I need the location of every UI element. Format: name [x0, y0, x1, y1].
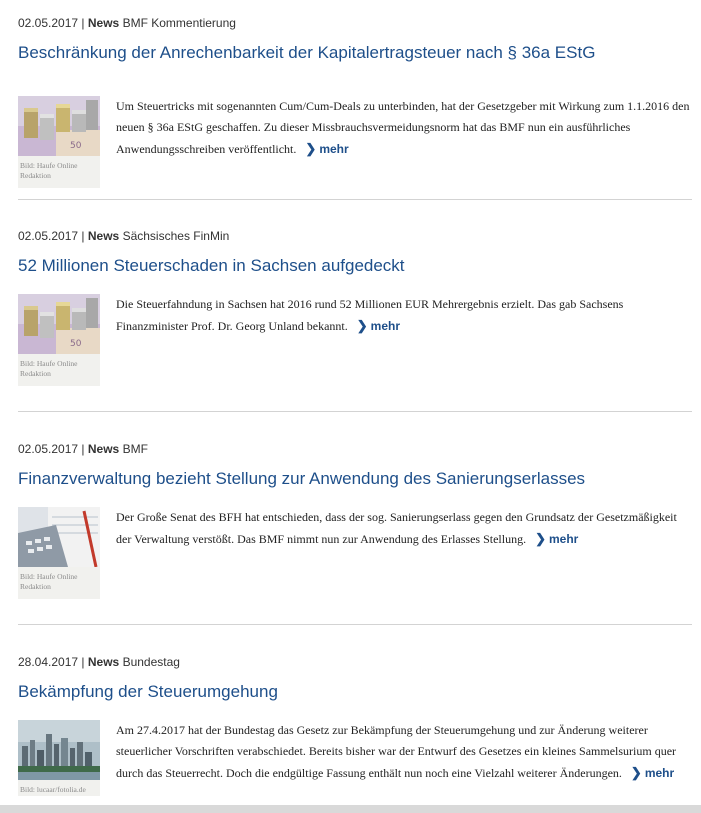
more-label: mehr [644, 766, 675, 780]
news-title-link[interactable]: 52 Millionen Steuerschaden in Sachsen aufgedeckt [18, 256, 405, 275]
divider [18, 411, 692, 412]
image-credit: Bild: Haufe Online Redaktion [20, 359, 78, 378]
more-link[interactable] [305, 142, 348, 156]
svg-text:50: 50 [70, 339, 82, 349]
news-title-link[interactable]: Beschränkung der Anrechenbarkeit der Kapitalertragsteuer nach § 36a EStG [18, 43, 596, 62]
coins-banknotes-image [18, 96, 100, 156]
more-label: mehr [319, 142, 349, 156]
svg-text:50: 50 [70, 141, 82, 151]
more-link[interactable] [357, 319, 400, 333]
news-source: Sächsisches FinMin [122, 229, 230, 243]
chevron-right-icon: ❯ [535, 531, 546, 546]
chevron-right-icon: ❯ [305, 141, 317, 156]
image-credit: Bild: Haufe Online Redaktion [20, 161, 78, 180]
more-label: mehr [370, 319, 400, 333]
news-title-link[interactable]: Finanzverwaltung bezieht Stellung zur Anwendung des Sanierungserlasses [18, 469, 586, 488]
news-teaser-text: Die Steuerfahndung in Sachsen hat 2016 rund 52 Millionen EUR Mehrergebnis erzielt. Das gab Sachsens Finanzminister Prof. Dr. Georg Unland bekannt. [116, 297, 624, 333]
meta-separator: | [81, 442, 85, 456]
news-date: 02.05.2017 [18, 229, 79, 243]
news-teaser-text: Am 27.4.2017 hat der Bundestag das Gesetz zur Bekämpfung der Steuerumgehung und zur Änderung weiterer steuerlicher Vorschriften verabschiedet. Bereits bisher war der Entwurf des Gesetzes ein kleines Sammelsurium quer durch das Steuerrecht. Doch die endgültige Fassung enthält nun noch eine Vielzahl weiterer Änderungen. [116, 723, 677, 780]
meta-separator: | [81, 16, 85, 30]
meta-separator: | [81, 229, 85, 243]
news-source: BMF Kommentierung [122, 16, 236, 30]
news-category: News [87, 16, 120, 30]
news-thumbnail[interactable] [18, 96, 100, 188]
more-link[interactable] [631, 766, 674, 780]
news-source: Bundestag [122, 655, 180, 669]
news-teaser-text: Um Steuertricks mit sogenannten Cum/Cum-Deals zu unterbinden, hat der Gesetzgeber mit Wirkung zum 1.1.2016 den neuen § 36a EStG geschaffen. Zu dieser Missbrauchsvermeidungsnorm hat das BMF nun ein ausführliches Anwendungsschreiben veröffentlicht. [116, 99, 690, 156]
news-meta [18, 229, 229, 243]
news-date: 28.04.2017 [18, 655, 79, 669]
news-category: News [87, 229, 120, 243]
chevron-right-icon: ❯ [630, 765, 642, 780]
meta-separator: | [81, 655, 85, 669]
chevron-right-icon: ❯ [356, 318, 368, 333]
more-label: mehr [548, 532, 579, 546]
news-meta [18, 16, 236, 30]
divider [18, 624, 692, 625]
news-meta [18, 655, 180, 669]
news-thumbnail[interactable] [18, 507, 100, 599]
news-thumbnail[interactable] [18, 720, 100, 796]
news-source: BMF [122, 442, 148, 456]
news-title-link[interactable]: Bekämpfung der Steuerumgehung [18, 682, 278, 701]
news-teaser [116, 507, 692, 550]
news-teaser-text: Der Große Senat des BFH hat entschieden, dass der sog. Sanierungserlass gegen den Grundsatz der Gesetzmäßigkeit der Verwaltung verstößt. Das BMF nimmt nun zur Anwendung des Erlasses Stellung. [116, 510, 677, 546]
news-teaser [116, 720, 692, 784]
news-date: 02.05.2017 [18, 16, 79, 30]
image-credit: Bild: lucaar/fotolia.de [20, 785, 86, 794]
horizontal-scrollbar[interactable] [0, 805, 701, 813]
news-teaser [116, 96, 692, 160]
coins-banknotes-image [18, 294, 100, 354]
calculator-pen-image [18, 507, 100, 567]
news-category: News [87, 655, 120, 669]
city-skyline-image [18, 720, 100, 780]
image-credit: Bild: Haufe Online Redaktion [20, 572, 78, 591]
news-date: 02.05.2017 [18, 442, 79, 456]
news-meta [18, 442, 148, 456]
news-category: News [87, 442, 120, 456]
news-thumbnail[interactable] [18, 294, 100, 386]
divider [18, 199, 692, 200]
news-teaser [116, 294, 692, 337]
more-link[interactable] [535, 532, 578, 546]
